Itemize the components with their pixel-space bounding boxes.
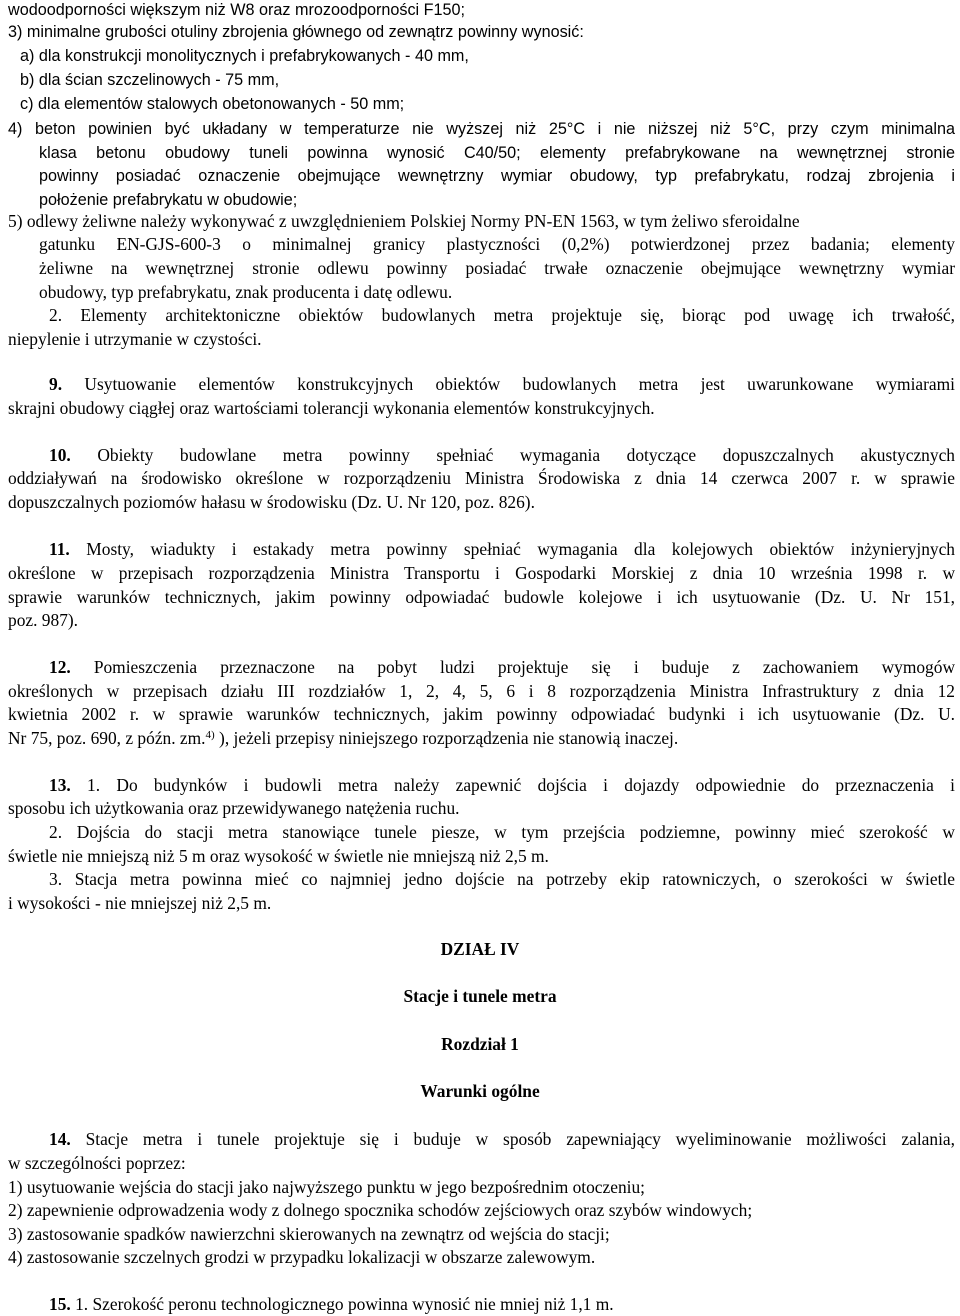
line-text: Mosty, wiadukty i estakady metra powinny spełniać wymagania dla kolejowych obiektów inżynieryjnych	[69, 539, 955, 559]
section-number: 11.	[49, 539, 70, 559]
text-line	[8, 467, 955, 490]
line-text: 1. Do budynków i budowli metra należy zapewnić dojścia i dojazdy odpowiednie do przeznaczenia i	[70, 775, 955, 795]
line-text: dopuszczalnych poziomów hałasu w środowisku (Dz. U. Nr 120, poz. 826).	[8, 492, 535, 512]
text-line	[20, 70, 960, 92]
line-text: 3) minimalne grubości otuliny zbrojenia głównego od zewnątrz powinny wynosić:	[8, 23, 584, 41]
line-text: 3. Stacja metra powinna mieć co najmniej jedno dojście na potrzeby ekip ratowniczych, o szerokości w świetle	[49, 869, 955, 889]
line-text: 1. Szerokość peronu technologicznego powinna wynosić nie mniej niż 1,1 m.	[70, 1294, 614, 1314]
text-line	[8, 797, 960, 820]
section-heading: Rozdział 1	[441, 1034, 519, 1054]
text-line	[39, 257, 955, 280]
line-text: położenie prefabrykatu w obudowie;	[39, 191, 298, 209]
section-number: 9.	[49, 374, 63, 394]
section-number: 12.	[49, 657, 71, 677]
line-text: skrajni obudowy ciągłej oraz wartościami tolerancji wykonania elementów konstrukcyjnych.	[8, 398, 655, 418]
line-text-tail: ), jeżeli przepisy niniejszego rozporządzenia nie stanowią inaczej.	[214, 728, 679, 748]
line-text: żeliwne na wewnętrznej stronie odlewu powinny posiadać trwałe oznaczenie obejmujące wewnętrzny wymiar	[39, 258, 955, 278]
line-text: Nr 75, poz. 690, z późn. zm.	[8, 728, 206, 748]
text-line	[8, 586, 955, 609]
line-text: obudowy, typ prefabrykatu, znak producenta i datę odlewu.	[39, 282, 453, 302]
line-text: sposobu ich użytkowania oraz przewidywanego natężenia ruchu.	[8, 798, 460, 818]
text-line	[49, 656, 955, 679]
text-line	[8, 892, 960, 915]
line-text: powinny posiadać oznaczenie obejmujące wewnętrzny wymiar obudowy, typ prefabrykatu, rodzaj zbrojenia i	[39, 167, 955, 185]
text-line	[8, 1176, 960, 1199]
text-line	[8, 1223, 960, 1246]
text-line	[8, 727, 960, 750]
text-line	[8, 562, 955, 585]
text-line	[20, 46, 960, 68]
text-line	[49, 304, 955, 327]
text-line	[8, 328, 960, 351]
text-line	[8, 397, 960, 420]
line-text: kwietnia 2002 r. w sprawie warunków technicznych, jakim powinny odpowiadać budynki i ich usytuowanie (Dz. U.	[8, 704, 955, 724]
text-line	[8, 1246, 960, 1269]
text-line	[49, 538, 955, 561]
text-line	[8, 210, 960, 233]
text-line	[8, 119, 955, 141]
line-text: 2) zapewnienie odprowadzenia wody z dolnego spocznika schodów zejściowych oraz szybów windowych;	[8, 1200, 753, 1220]
section-number: 13.	[49, 775, 71, 795]
line-text: Stacje metra i tunele projektuje się i buduje w sposób zapewniający wyeliminowanie możliwości zalania,	[70, 1129, 955, 1149]
line-text: 5) odlewy żeliwne należy wykonywać z uwzględnieniem Polskiej Normy PN-EN 1563, w tym żeliwo sferoidalne	[8, 211, 800, 231]
line-text: 2. Elementy architektoniczne obiektów budowlanych metra projektuje się, biorąc pod uwagę ich trwałość,	[49, 305, 955, 325]
line-text: niepylenie i utrzymanie w czystości.	[8, 329, 262, 349]
text-line	[8, 22, 960, 44]
line-text: w szczególności poprzez:	[8, 1153, 186, 1173]
section-heading: Warunki ogólne	[420, 1081, 540, 1101]
line-text: Pomieszczenia przeznaczone na pobyt ludzi projektuje się i buduje z zachowaniem wymogów	[70, 657, 955, 677]
line-text: świetle nie mniejszą niż 5 m oraz wysokość w świetle nie mniejszą niż 2,5 m.	[8, 846, 549, 866]
line-text: 4) zastosowanie szczelnych grodzi w przypadku lokalizacji w obszarze zalewowym.	[8, 1247, 596, 1267]
section-heading: DZIAŁ IV	[440, 939, 520, 959]
text-line	[49, 774, 955, 797]
line-text: 2. Dojścia do stacji metra stanowiące tunele piesze, w tym przejścia podziemne, powinny mieć szerokość w	[49, 822, 955, 842]
text-line	[8, 1199, 960, 1222]
footnote-ref: 4)	[205, 729, 215, 741]
line-text: 3) zastosowanie spadków nawierzchni skierowanych na zewnątrz od wejścia do stacji;	[8, 1224, 610, 1244]
line-text: poz. 987).	[8, 610, 79, 630]
line-text: określone w przepisach rozporządzenia Ministra Transportu i Gospodarki Morskiej z dnia 10 września 1998 r. w	[8, 563, 955, 583]
text-line	[8, 845, 960, 868]
text-line	[8, 609, 960, 632]
section-number: 14.	[49, 1129, 71, 1149]
text-line	[20, 94, 960, 116]
text-line	[8, 0, 960, 22]
text-line	[39, 233, 955, 256]
line-text: gatunku EN-GJS-600-3 o minimalnej granicy plastyczności (0,2%) potwierdzonej przez badania; elementy	[39, 234, 955, 254]
text-line	[39, 281, 960, 304]
text-line	[39, 143, 955, 165]
line-text: klasa betonu obudowy tuneli powinna wynosić C40/50; elementy prefabrykowane na wewnętrznej stronie	[39, 144, 955, 162]
line-text: oddziaływań na środowisko określone w rozporządzeniu Ministra Środowiska z dnia 14 czerwca 2007 r. w sprawie	[8, 468, 955, 488]
line-text: wodoodporności większym niż W8 oraz mrozoodporności F150;	[8, 1, 466, 19]
text-line	[49, 444, 955, 467]
line-text: 4) beton powinien być układany w temperaturze nie wyższej niż 25°C i nie niższej niż 5°C, przy czym minimalna	[8, 120, 955, 138]
text-line	[8, 680, 955, 703]
text-line	[8, 491, 960, 514]
text-line	[49, 868, 955, 891]
line-text: a) dla konstrukcji monolitycznych i prefabrykowanych - 40 mm,	[20, 47, 469, 65]
line-text: Obiekty budowlane metra powinny spełniać wymagania dotyczące dopuszczalnych akustycznych	[70, 445, 955, 465]
text-line	[39, 190, 960, 212]
line-text: b) dla ścian szczelinowych - 75 mm,	[20, 71, 280, 89]
text-line	[49, 821, 955, 844]
line-text: 1) usytuowanie wejścia do stacji jako najwyższego punktu w jego bezpośrednim otoczeniu;	[8, 1177, 645, 1197]
text-line	[8, 1152, 960, 1175]
line-text: i wysokości - nie mniejszej niż 2,5 m.	[8, 893, 272, 913]
section-heading: Stacje i tunele metra	[403, 986, 557, 1006]
line-text: Usytuowanie elementów konstrukcyjnych obiektów budowlanych metra jest uwarunkowane wymiarami	[62, 374, 955, 394]
text-line	[49, 1293, 960, 1316]
text-line	[8, 703, 955, 726]
text-line	[49, 373, 955, 396]
section-number: 10.	[49, 445, 71, 465]
line-text: określonych w przepisach działu III rozdziałów 1, 2, 4, 5, 6 i 8 rozporządzenia Ministra Infrastruktury z dnia 12	[8, 681, 955, 701]
text-line	[39, 166, 955, 188]
line-text: c) dla elementów stalowych obetonowanych - 50 mm;	[20, 95, 405, 113]
line-text: sprawie warunków technicznych, jakim powinny odpowiadać budowle kolejowe i ich usytuowanie (Dz. U. Nr 151,	[8, 587, 955, 607]
text-line	[8, 1128, 955, 1151]
section-number: 15.	[49, 1294, 71, 1314]
